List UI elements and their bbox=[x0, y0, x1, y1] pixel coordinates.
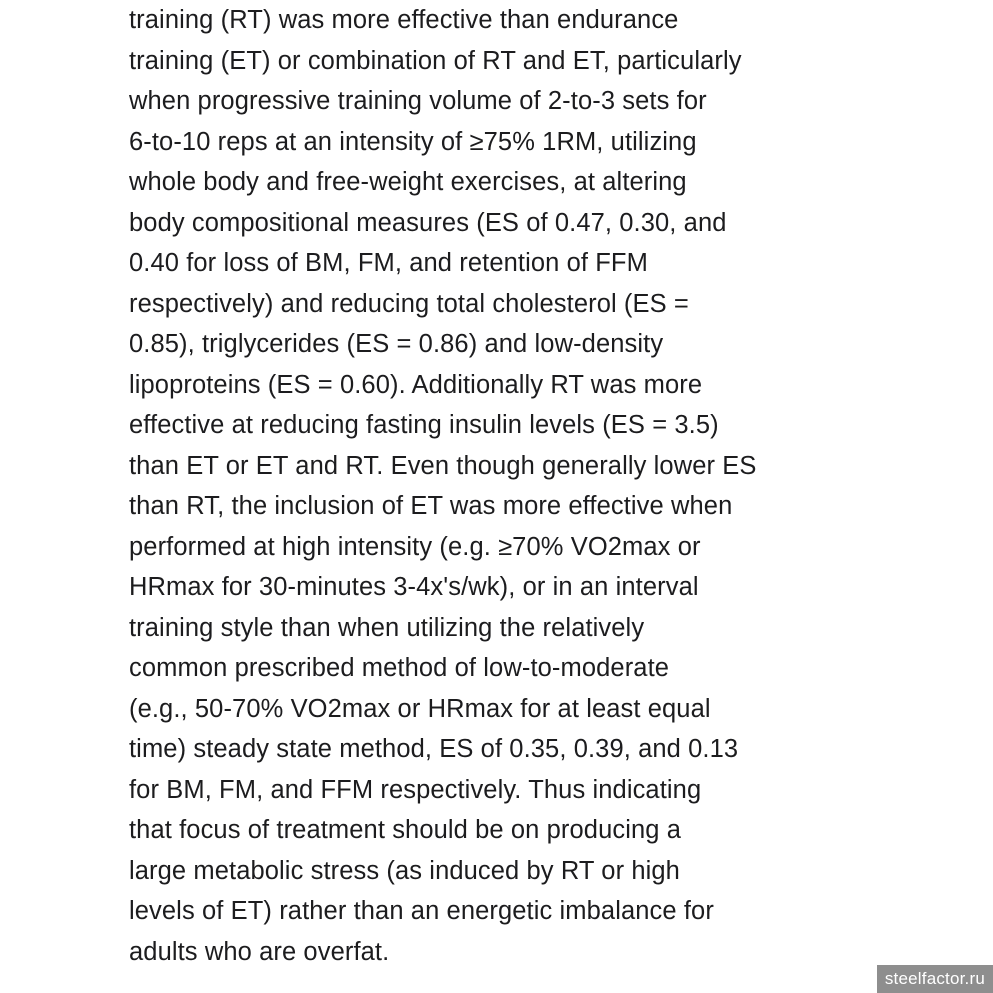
text-line: respectively) and reducing total cholesterol (ES = bbox=[129, 289, 689, 318]
text-line: lipoproteins (ES = 0.60). Additionally RT was more bbox=[129, 370, 703, 399]
text-line: whole body and free-weight exercises, at altering bbox=[129, 168, 687, 196]
text-line: levels of ET) rather than an energetic imbalance for bbox=[129, 897, 714, 925]
text-line: training style than when utilizing the relatively bbox=[129, 613, 645, 642]
text-line: effective at reducing fasting insulin levels (ES = 3.5) bbox=[129, 411, 719, 439]
article-body bbox=[129, 0, 809, 972]
text-line: for BM, FM, and FFM respectively. Thus indicating bbox=[129, 775, 702, 804]
text-line: common prescribed method of low-to-moderate bbox=[129, 654, 670, 682]
text-line: 0.40 for loss of BM, FM, and retention of FFM bbox=[129, 249, 648, 277]
text-line: adults who are overfat. bbox=[129, 937, 390, 966]
text-line: training (ET) or combination of RT and ET, particularly bbox=[129, 46, 742, 75]
text-line: 0.85), triglycerides (ES = 0.86) and low-density bbox=[129, 330, 664, 358]
text-line: performed at high intensity (e.g. ≥70% VO2max or bbox=[129, 532, 701, 561]
text-line: than ET or ET and RT. Even though generally lower ES bbox=[129, 451, 757, 480]
watermark-badge: steelfactor.ru bbox=[877, 965, 993, 993]
text-line: 6-to-10 reps at an intensity of ≥75% 1RM, utilizing bbox=[129, 127, 697, 156]
text-line: training (RT) was more effective than endurance bbox=[129, 6, 679, 34]
text-line: that focus of treatment should be on producing a bbox=[129, 816, 681, 844]
text-line: large metabolic stress (as induced by RT or high bbox=[129, 856, 680, 885]
text-line: when progressive training volume of 2-to-3 sets for bbox=[129, 87, 707, 115]
text-line: body compositional measures (ES of 0.47, 0.30, and bbox=[129, 208, 727, 237]
text-line: HRmax for 30-minutes 3-4x's/wk), or in an interval bbox=[129, 573, 699, 601]
text-line: time) steady state method, ES of 0.35, 0.39, and 0.13 bbox=[129, 735, 739, 763]
text-line: than RT, the inclusion of ET was more effective when bbox=[129, 492, 733, 520]
text-line: (e.g., 50-70% VO2max or HRmax for at least equal bbox=[129, 694, 711, 723]
